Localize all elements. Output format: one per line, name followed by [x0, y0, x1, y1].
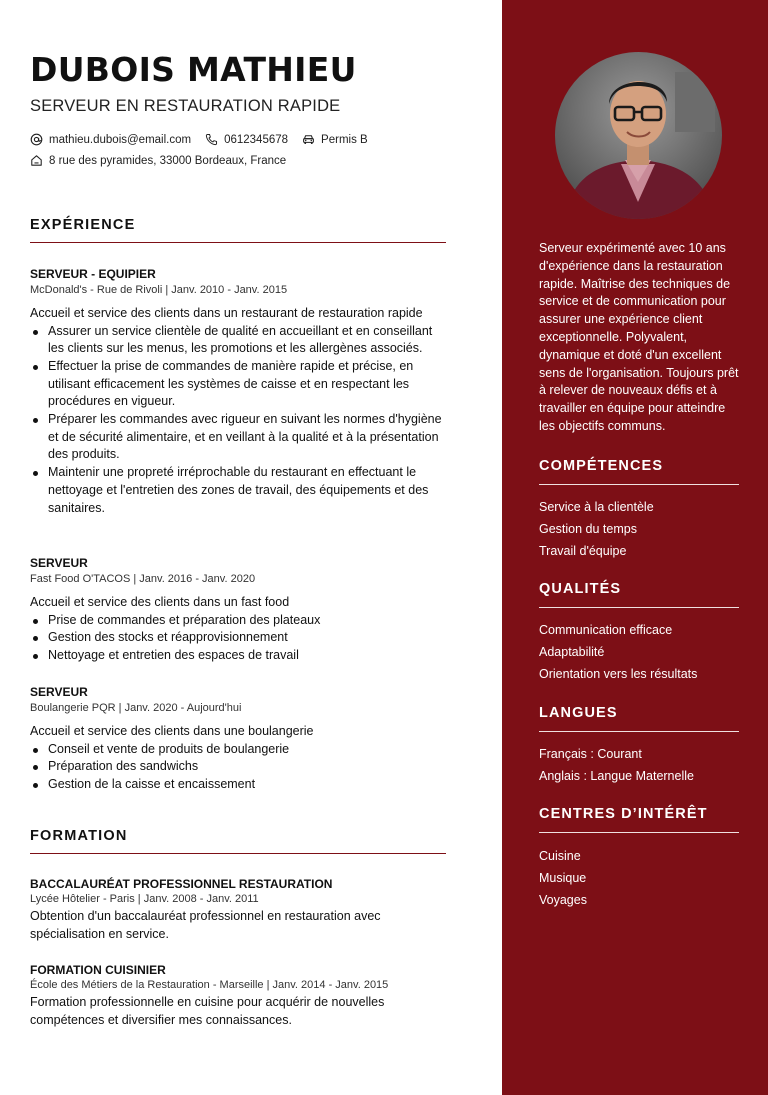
job-title: SERVEUR EN RESTAURATION RAPIDE [30, 97, 341, 115]
job-item-bullets [30, 741, 448, 794]
home-icon [30, 154, 43, 167]
phone-text: 0612345678 [224, 133, 289, 146]
quality-item: Orientation vers les résultats [539, 667, 698, 681]
phone-icon [205, 133, 218, 146]
contact-phone[interactable] [205, 133, 288, 146]
profile-summary: Serveur expérimenté avec 10 ans d'expérience dans la restauration rapide. Maîtrise des techniques de service et de communication pour assurer une expérience client exceptionnelle. Polyvalent, dynamique et doté d'un excellent sens de l'organisation. Toujours prêt à relever de nouveaux défis et à travailler en équipe pour atteindre les objectifs communs. [539, 241, 739, 433]
experience-item [30, 685, 448, 794]
contact-email[interactable] [30, 133, 191, 146]
contact-row-1 [30, 133, 382, 146]
job-item-title: SERVEUR - EQUIPIER [30, 267, 156, 281]
skill-item: Travail d'équipe [539, 544, 627, 558]
language-item: Français : Courant [539, 747, 642, 761]
bullet-item: Maintenir une propreté irréprochable du restaurant en effectuant le nettoyage et l'entretien des zones de travail, des équipements et des sanitaires. [30, 464, 448, 517]
bullet-item: Préparer les commandes avec rigueur en suivant les normes d'hygiène et de sécurité alimentaire, et en veillant à la qualité et à la présentation des produits. [30, 411, 448, 464]
education-heading: FORMATION [30, 828, 446, 854]
quality-item: Adaptabilité [539, 645, 605, 659]
interests-list [539, 845, 739, 911]
education-item [30, 963, 448, 1029]
education-item-title: FORMATION CUISINIER [30, 963, 166, 977]
email-text: mathieu.dubois@email.com [49, 133, 192, 146]
bullet-item: Conseil et vente de produits de boulangerie [30, 741, 448, 759]
job-item-bullets [30, 612, 448, 665]
education-item-description: Formation professionnelle en cuisine pour acquérir de nouvelles compétences et diversifier mes connaissances. [30, 995, 385, 1027]
languages-heading: LANGUES [539, 705, 739, 732]
candidate-name: DUBOIS MATHIEU [30, 50, 357, 89]
contact-row-2 [30, 154, 300, 167]
bullet-item: Prise de commandes et préparation des plateaux [30, 612, 448, 630]
education-item-meta: Lycée Hôtelier - Paris | Janv. 2008 - Janv. 2011 [30, 893, 259, 905]
contact-license [302, 133, 368, 146]
contact-address [30, 154, 286, 167]
quality-item: Communication efficace [539, 623, 673, 637]
language-item: Anglais : Langue Maternelle [539, 769, 694, 783]
education-item-meta: École des Métiers de la Restauration - Marseille | Janv. 2014 - Janv. 2015 [30, 979, 389, 991]
education-item-title: BACCALAURÉAT PROFESSIONNEL RESTAURATION [30, 877, 333, 891]
job-item-description: Accueil et service des clients dans un fast food [30, 595, 290, 609]
interests-heading: CENTRES D’INTÉRÊT [539, 806, 739, 833]
address-text: 8 rue des pyramides, 33000 Bordeaux, France [49, 154, 287, 167]
job-item-description: Accueil et service des clients dans un restaurant de restauration rapide [30, 306, 423, 320]
bullet-item: Gestion de la caisse et encaissement [30, 776, 448, 794]
bullet-item: Effectuer la prise de commandes de manière rapide et précise, en utilisant efficacement les systèmes de caisse et en respectant les procédures en vigueur. [30, 358, 448, 411]
interest-item: Cuisine [539, 849, 581, 863]
experience-item [30, 267, 448, 517]
interest-item: Musique [539, 871, 587, 885]
interest-item: Voyages [539, 893, 587, 907]
job-item-bullets [30, 323, 448, 518]
skills-heading: COMPÉTENCES [539, 458, 739, 485]
job-item-meta: McDonald's - Rue de Rivoli | Janv. 2010 - Janv. 2015 [30, 284, 288, 296]
languages-list [539, 743, 739, 787]
at-icon [30, 133, 43, 146]
profile-photo-image [555, 52, 722, 219]
qualities-list [539, 619, 739, 685]
skills-list [539, 496, 739, 562]
education-item-description: Obtention d'un baccalauréat professionnel en restauration avec spécialisation en service. [30, 909, 381, 941]
bullet-item: Nettoyage et entretien des espaces de travail [30, 647, 448, 665]
skill-item: Service à la clientèle [539, 500, 654, 514]
skill-item: Gestion du temps [539, 522, 637, 536]
job-item-meta: Fast Food O'TACOS | Janv. 2016 - Janv. 2020 [30, 573, 256, 585]
experience-heading: EXPÉRIENCE [30, 217, 446, 243]
bullet-item: Gestion des stocks et réapprovisionnement [30, 629, 448, 647]
car-icon [302, 133, 315, 146]
profile-photo [555, 52, 722, 219]
license-text: Permis B [321, 133, 368, 146]
experience-item [30, 556, 448, 665]
job-item-title: SERVEUR [30, 685, 88, 699]
job-item-description: Accueil et service des clients dans une boulangerie [30, 724, 314, 738]
bullet-item: Préparation des sandwichs [30, 758, 448, 776]
bullet-item: Assurer un service clientèle de qualité en accueillant et en conseillant les clients sur les menus, les promotions et les allergènes associés. [30, 323, 448, 358]
education-item [30, 877, 448, 943]
job-item-meta: Boulangerie PQR | Janv. 2020 - Aujourd'hui [30, 702, 242, 714]
qualities-heading: QUALITÉS [539, 581, 739, 608]
job-item-title: SERVEUR [30, 556, 88, 570]
